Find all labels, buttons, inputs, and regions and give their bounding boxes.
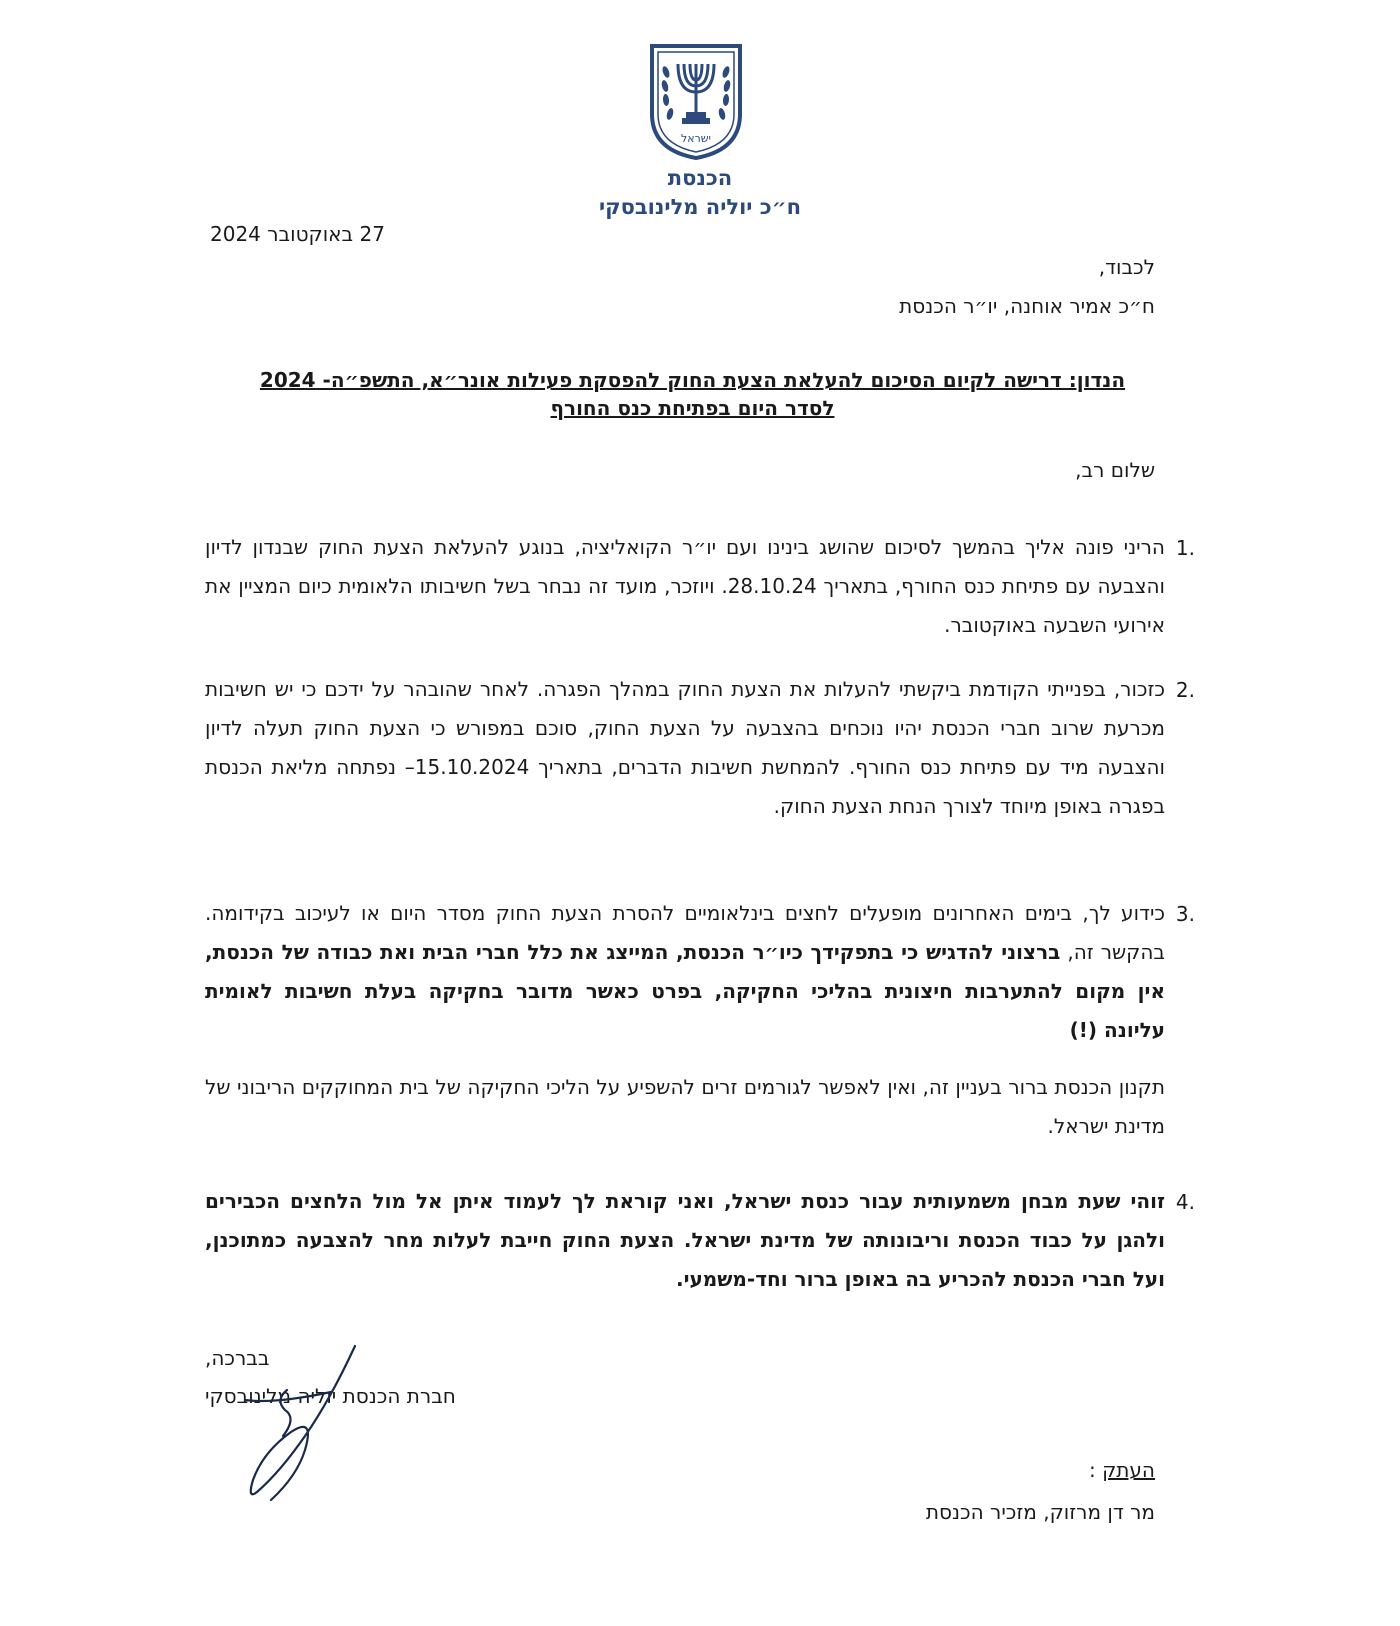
recipient-name: ח״כ אמיר אוחנה, יו״ר הכנסת xyxy=(899,294,1155,318)
letter-date: 27 באוקטובר 2024 xyxy=(210,222,385,246)
subject-line xyxy=(215,366,1170,422)
paragraph-2: כזכור, בפנייתי הקודמת ביקשתי להעלות את הצעת החוק במהלך הפגרה. לאחר שהובהר על ידכם כי יש חשיבות מכרעת שרוב חברי הכנסת יהיו נוכחים בהצבעה על הצעת החוק, סוכם במפורש כי הצעת החוק תעלה לדיון והצבעה מיד עם פתיחת כנס החורף. להמחשת חשיבות הדברים, בתאריך 15.10.2024– נפתחה מליאת הכנסת בפגרה באופן מיוחד לצורך הנחת הצעת החוק. xyxy=(205,677,1165,818)
closing-blessing: בברכה, xyxy=(205,1346,270,1370)
paragraph-1: הריני פונה אליך בהמשך לסיכום שהושג בינינו ועם יו״ר הקואליציה, בנוגע להעלאת הצעת החוק שבנדון לדיון והצבעה עם פתיחת כנס החורף, בתאריך 28.10.24. ויוזכר, מועד זה נבחר בשל חשיבותו הלאומית כיום המציין את אירועי השבעה באוקטובר. xyxy=(205,535,1165,637)
paragraph-3-bold: ברצוני להדגיש כי בתפקידך כיו״ר הכנסת, המייצג את כלל חברי הבית ואת כבודה של הכנסת, אין מקום להתערבות חיצונית בהליכי החקיקה, בפרט כאשר מדובר בחקיקה בעלת חשיבות לאומית עליונה (!) xyxy=(205,940,1165,1042)
paragraph-number-1: 1. xyxy=(1175,536,1195,560)
paragraph-4: זוהי שעת מבחן משמעותית עבור כנסת ישראל, ואני קוראת לך לעמוד איתן אל מול הלחצים הכבירים ולהגן על כבוד הכנסת וריבונותה של מדינת ישראל. הצעת החוק חייבת לעלות מחר להצבעה כמתוכנן, ועל חברי הכנסת להכריע בה באופן ברור וחד-משמעי. xyxy=(205,1189,1165,1291)
paragraph-3 xyxy=(205,894,1165,1050)
subject-line-1: הנדון: דרישה לקיום הסיכום להעלאת הצעת החוק להפסקת פעילות אונר״א, התשפ״ה- 2024 xyxy=(259,368,1126,392)
greeting: שלום רב, xyxy=(1075,458,1155,482)
subject-line-2: לסדר היום בפתיחת כנס החורף xyxy=(550,396,835,420)
emblem-caption: ישראל xyxy=(680,132,712,145)
organization-name: הכנסת xyxy=(667,166,733,190)
paragraph-number-4: 4. xyxy=(1175,1190,1195,1214)
handwritten-signature-icon xyxy=(235,1340,375,1510)
cc-label-colon: : xyxy=(1088,1458,1103,1482)
cc-recipient: מר דן מרזוק, מזכיר הכנסת xyxy=(925,1500,1155,1524)
cc-label-text: העתק xyxy=(1102,1458,1155,1482)
paragraph-3-regular: כידוע לך, בימים האחרונים מופעלים לחצים בינלאומיים להסרת הצעת החוק מסדר היום או לעיכוב בקידומה. בהקשר זה, xyxy=(205,901,1165,964)
member-name-header: ח״כ יוליה מלינובסקי xyxy=(598,195,802,219)
paragraph-number-3: 3. xyxy=(1175,902,1195,926)
cc-label xyxy=(1089,1458,1155,1482)
paragraph-3-followup: תקנון הכנסת ברור בעניין זה, ואין לאפשר לגורמים זרים להשפיע על הליכי החקיקה של בית המחוקקים הריבוני של מדינת ישראל. xyxy=(205,1075,1165,1138)
signer-name: חברת הכנסת יוליה מלינובסקי xyxy=(205,1384,456,1408)
recipient-salutation: לכבוד, xyxy=(1098,255,1155,279)
menorah-emblem-icon xyxy=(648,42,744,162)
paragraph-number-2: 2. xyxy=(1175,678,1195,702)
